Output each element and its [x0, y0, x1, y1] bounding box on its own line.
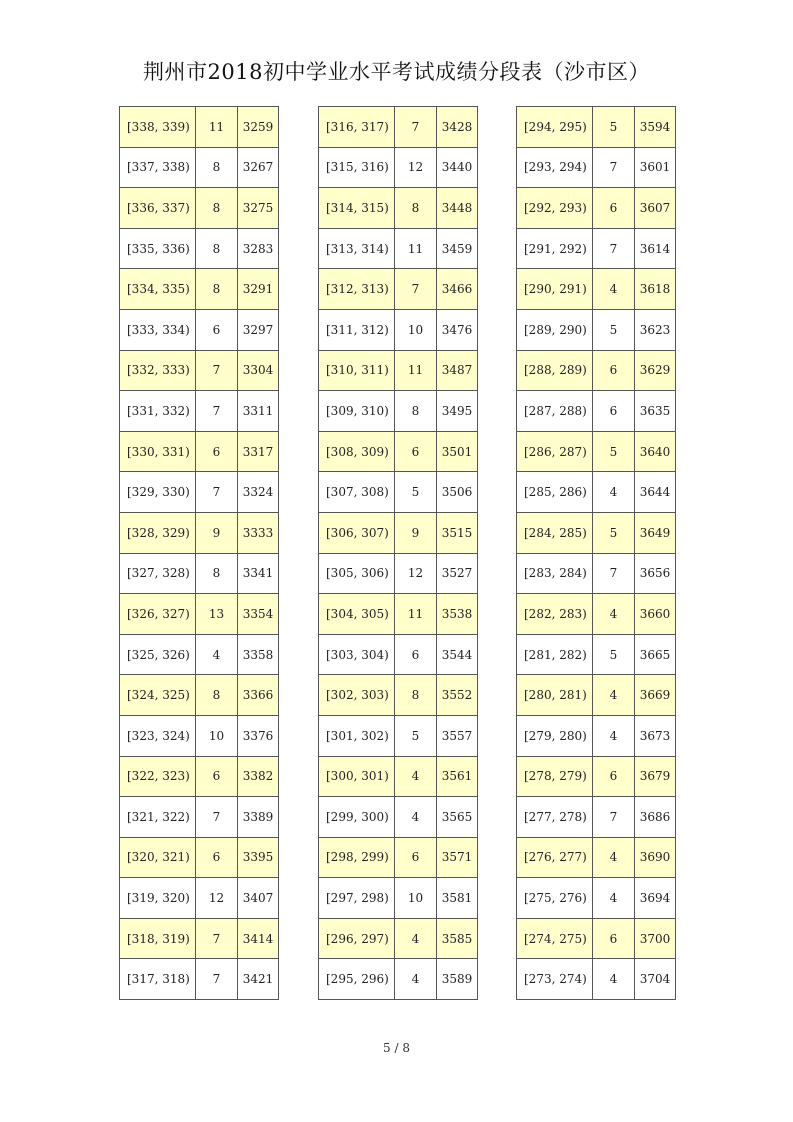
score-range-cell: [323, 324)	[120, 715, 196, 756]
count-cell: 5	[593, 512, 635, 553]
score-range-cell: [325, 326)	[120, 634, 196, 675]
cumulative-cell: 3440	[437, 147, 478, 188]
count-cell: 5	[593, 107, 635, 148]
score-range-cell: [279, 280)	[517, 715, 593, 756]
table-row	[120, 188, 279, 229]
count-cell: 10	[196, 715, 238, 756]
count-cell: 11	[196, 107, 238, 148]
table-row	[120, 472, 279, 513]
cumulative-cell: 3341	[238, 553, 279, 594]
table-row	[517, 309, 676, 350]
table-row	[517, 431, 676, 472]
score-range-cell: [324, 325)	[120, 675, 196, 716]
table-row	[319, 918, 478, 959]
cumulative-cell: 3389	[238, 797, 279, 838]
score-range-cell: [320, 321)	[120, 837, 196, 878]
table-row	[319, 147, 478, 188]
count-cell: 9	[196, 512, 238, 553]
cumulative-cell: 3354	[238, 594, 279, 635]
score-range-cell: [317, 318)	[120, 959, 196, 1000]
score-range-cell: [334, 335)	[120, 269, 196, 310]
score-range-cell: [314, 315)	[319, 188, 395, 229]
count-cell: 4	[593, 837, 635, 878]
cumulative-cell: 3614	[635, 228, 676, 269]
cumulative-cell: 3358	[238, 634, 279, 675]
table-row	[319, 959, 478, 1000]
count-cell: 4	[593, 715, 635, 756]
cumulative-cell: 3538	[437, 594, 478, 635]
cumulative-cell: 3669	[635, 675, 676, 716]
cumulative-cell: 3259	[238, 107, 279, 148]
cumulative-cell: 3660	[635, 594, 676, 635]
cumulative-cell: 3690	[635, 837, 676, 878]
count-cell: 6	[196, 756, 238, 797]
score-range-cell: [284, 285)	[517, 512, 593, 553]
table-row	[120, 512, 279, 553]
score-range-cell: [280, 281)	[517, 675, 593, 716]
table-row	[319, 472, 478, 513]
table-row	[319, 675, 478, 716]
cumulative-cell: 3679	[635, 756, 676, 797]
score-range-cell: [311, 312)	[319, 309, 395, 350]
table-row	[120, 269, 279, 310]
count-cell: 11	[395, 350, 437, 391]
score-range-cell: [293, 294)	[517, 147, 593, 188]
cumulative-cell: 3382	[238, 756, 279, 797]
score-range-cell: [295, 296)	[319, 959, 395, 1000]
table-row	[319, 269, 478, 310]
cumulative-cell: 3665	[635, 634, 676, 675]
cumulative-cell: 3291	[238, 269, 279, 310]
cumulative-cell: 3506	[437, 472, 478, 513]
count-cell: 7	[593, 553, 635, 594]
count-cell: 4	[593, 675, 635, 716]
table-row	[319, 107, 478, 148]
cumulative-cell: 3459	[437, 228, 478, 269]
count-cell: 12	[196, 878, 238, 919]
table-row	[517, 472, 676, 513]
cumulative-cell: 3618	[635, 269, 676, 310]
cumulative-cell: 3607	[635, 188, 676, 229]
cumulative-cell: 3515	[437, 512, 478, 553]
table-row	[517, 918, 676, 959]
cumulative-cell: 3421	[238, 959, 279, 1000]
table-row	[120, 959, 279, 1000]
cumulative-cell: 3673	[635, 715, 676, 756]
cumulative-cell: 3694	[635, 878, 676, 919]
count-cell: 11	[395, 594, 437, 635]
cumulative-cell: 3466	[437, 269, 478, 310]
score-range-cell: [335, 336)	[120, 228, 196, 269]
score-range-cell: [301, 302)	[319, 715, 395, 756]
score-range-cell: [286, 287)	[517, 431, 593, 472]
table-row	[319, 756, 478, 797]
table-row	[319, 512, 478, 553]
table-row	[319, 837, 478, 878]
cumulative-cell: 3656	[635, 553, 676, 594]
score-range-cell: [321, 322)	[120, 797, 196, 838]
score-range-cell: [318, 319)	[120, 918, 196, 959]
score-range-cell: [316, 317)	[319, 107, 395, 148]
cumulative-cell: 3527	[437, 553, 478, 594]
score-range-cell: [330, 331)	[120, 431, 196, 472]
table-row	[120, 797, 279, 838]
score-range-cell: [333, 334)	[120, 309, 196, 350]
score-range-cell: [292, 293)	[517, 188, 593, 229]
score-range-cell: [274, 275)	[517, 918, 593, 959]
cumulative-cell: 3581	[437, 878, 478, 919]
table-row	[319, 309, 478, 350]
count-cell: 6	[593, 391, 635, 432]
score-table-2	[318, 106, 478, 1000]
cumulative-cell: 3557	[437, 715, 478, 756]
cumulative-cell: 3366	[238, 675, 279, 716]
score-range-cell: [285, 286)	[517, 472, 593, 513]
cumulative-cell: 3414	[238, 918, 279, 959]
table-row	[517, 512, 676, 553]
score-range-cell: [310, 311)	[319, 350, 395, 391]
table-row	[120, 594, 279, 635]
cumulative-cell: 3428	[437, 107, 478, 148]
score-range-cell: [338, 339)	[120, 107, 196, 148]
cumulative-cell: 3297	[238, 309, 279, 350]
table-row	[517, 107, 676, 148]
table-row	[120, 634, 279, 675]
table-row	[517, 837, 676, 878]
cumulative-cell: 3324	[238, 472, 279, 513]
count-cell: 4	[395, 797, 437, 838]
table-row	[319, 350, 478, 391]
cumulative-cell: 3565	[437, 797, 478, 838]
score-table-3	[516, 106, 676, 1000]
count-cell: 6	[593, 756, 635, 797]
count-cell: 5	[395, 472, 437, 513]
cumulative-cell: 3476	[437, 309, 478, 350]
score-range-cell: [312, 313)	[319, 269, 395, 310]
count-cell: 13	[196, 594, 238, 635]
count-cell: 7	[593, 228, 635, 269]
count-cell: 5	[593, 431, 635, 472]
page-number: 5 / 8	[383, 1041, 410, 1055]
table-row	[517, 715, 676, 756]
count-cell: 8	[196, 675, 238, 716]
score-range-cell: [337, 338)	[120, 147, 196, 188]
count-cell: 7	[593, 797, 635, 838]
count-cell: 4	[593, 959, 635, 1000]
cumulative-cell: 3501	[437, 431, 478, 472]
count-cell: 8	[196, 269, 238, 310]
count-cell: 10	[395, 309, 437, 350]
cumulative-cell: 3644	[635, 472, 676, 513]
cumulative-cell: 3495	[437, 391, 478, 432]
count-cell: 6	[196, 431, 238, 472]
score-range-cell: [300, 301)	[319, 756, 395, 797]
count-cell: 8	[196, 228, 238, 269]
count-cell: 4	[395, 959, 437, 1000]
cumulative-cell: 3686	[635, 797, 676, 838]
score-range-cell: [327, 328)	[120, 553, 196, 594]
count-cell: 7	[593, 147, 635, 188]
cumulative-cell: 3552	[437, 675, 478, 716]
cumulative-cell: 3304	[238, 350, 279, 391]
table-row	[120, 553, 279, 594]
count-cell: 5	[395, 715, 437, 756]
count-cell: 10	[395, 878, 437, 919]
count-cell: 6	[395, 837, 437, 878]
count-cell: 6	[395, 431, 437, 472]
table-row	[517, 675, 676, 716]
count-cell: 7	[196, 918, 238, 959]
count-cell: 6	[196, 309, 238, 350]
table-row	[120, 431, 279, 472]
score-range-cell: [307, 308)	[319, 472, 395, 513]
score-range-cell: [290, 291)	[517, 269, 593, 310]
score-range-cell: [322, 323)	[120, 756, 196, 797]
cumulative-cell: 3487	[437, 350, 478, 391]
count-cell: 5	[593, 634, 635, 675]
table-row	[120, 309, 279, 350]
score-range-cell: [287, 288)	[517, 391, 593, 432]
table-row	[319, 228, 478, 269]
score-range-cell: [288, 289)	[517, 350, 593, 391]
cumulative-cell: 3561	[437, 756, 478, 797]
count-cell: 4	[593, 878, 635, 919]
table-row	[120, 878, 279, 919]
count-cell: 12	[395, 553, 437, 594]
count-cell: 8	[395, 188, 437, 229]
table-row	[517, 228, 676, 269]
count-cell: 12	[395, 147, 437, 188]
cumulative-cell: 3700	[635, 918, 676, 959]
table-row	[120, 756, 279, 797]
count-cell: 7	[196, 391, 238, 432]
table-row	[517, 797, 676, 838]
count-cell: 6	[593, 350, 635, 391]
count-cell: 5	[593, 309, 635, 350]
table-row	[517, 147, 676, 188]
count-cell: 4	[395, 918, 437, 959]
count-cell: 7	[196, 472, 238, 513]
count-cell: 6	[395, 634, 437, 675]
table-row	[120, 147, 279, 188]
cumulative-cell: 3635	[635, 391, 676, 432]
count-cell: 6	[593, 918, 635, 959]
score-range-cell: [336, 337)	[120, 188, 196, 229]
cumulative-cell: 3544	[437, 634, 478, 675]
table-row	[120, 918, 279, 959]
score-range-cell: [273, 274)	[517, 959, 593, 1000]
table-row	[120, 391, 279, 432]
cumulative-cell: 3317	[238, 431, 279, 472]
table-row	[517, 391, 676, 432]
page-title: 荆州市2018初中学业水平考试成绩分段表（沙市区）	[143, 60, 650, 84]
cumulative-cell: 3311	[238, 391, 279, 432]
cumulative-cell: 3640	[635, 431, 676, 472]
table-row	[319, 878, 478, 919]
score-range-cell: [291, 292)	[517, 228, 593, 269]
count-cell: 6	[593, 188, 635, 229]
table-row	[120, 675, 279, 716]
table-row	[319, 391, 478, 432]
score-range-cell: [276, 277)	[517, 837, 593, 878]
cumulative-cell: 3623	[635, 309, 676, 350]
table-row	[120, 837, 279, 878]
score-range-cell: [298, 299)	[319, 837, 395, 878]
count-cell: 4	[196, 634, 238, 675]
cumulative-cell: 3407	[238, 878, 279, 919]
score-range-cell: [297, 298)	[319, 878, 395, 919]
score-range-cell: [299, 300)	[319, 797, 395, 838]
score-range-cell: [283, 284)	[517, 553, 593, 594]
score-range-cell: [281, 282)	[517, 634, 593, 675]
cumulative-cell: 3376	[238, 715, 279, 756]
score-range-cell: [328, 329)	[120, 512, 196, 553]
table-row	[319, 594, 478, 635]
score-range-cell: [305, 306)	[319, 553, 395, 594]
count-cell: 7	[196, 959, 238, 1000]
score-range-cell: [326, 327)	[120, 594, 196, 635]
score-range-cell: [319, 320)	[120, 878, 196, 919]
cumulative-cell: 3283	[238, 228, 279, 269]
count-cell: 8	[196, 188, 238, 229]
score-range-cell: [275, 276)	[517, 878, 593, 919]
count-cell: 7	[395, 269, 437, 310]
table-row	[319, 715, 478, 756]
score-range-cell: [302, 303)	[319, 675, 395, 716]
count-cell: 7	[196, 350, 238, 391]
count-cell: 8	[395, 391, 437, 432]
table-row	[517, 634, 676, 675]
table-row	[319, 634, 478, 675]
table-row	[517, 350, 676, 391]
cumulative-cell: 3629	[635, 350, 676, 391]
cumulative-cell: 3649	[635, 512, 676, 553]
table-row	[517, 269, 676, 310]
table-row	[517, 959, 676, 1000]
cumulative-cell: 3589	[437, 959, 478, 1000]
table-row	[517, 553, 676, 594]
count-cell: 8	[196, 553, 238, 594]
table-row	[120, 350, 279, 391]
score-range-cell: [313, 314)	[319, 228, 395, 269]
score-range-cell: [296, 297)	[319, 918, 395, 959]
score-range-cell: [304, 305)	[319, 594, 395, 635]
cumulative-cell: 3333	[238, 512, 279, 553]
cumulative-cell: 3395	[238, 837, 279, 878]
cumulative-cell: 3571	[437, 837, 478, 878]
count-cell: 8	[196, 147, 238, 188]
score-range-cell: [303, 304)	[319, 634, 395, 675]
count-cell: 8	[395, 675, 437, 716]
score-range-cell: [277, 278)	[517, 797, 593, 838]
score-range-cell: [332, 333)	[120, 350, 196, 391]
count-cell: 4	[395, 756, 437, 797]
cumulative-cell: 3601	[635, 147, 676, 188]
score-range-cell: [309, 310)	[319, 391, 395, 432]
count-cell: 7	[196, 797, 238, 838]
count-cell: 4	[593, 269, 635, 310]
cumulative-cell: 3448	[437, 188, 478, 229]
table-row	[120, 107, 279, 148]
score-range-cell: [331, 332)	[120, 391, 196, 432]
cumulative-cell: 3704	[635, 959, 676, 1000]
count-cell: 9	[395, 512, 437, 553]
score-table-1	[119, 106, 279, 1000]
cumulative-cell: 3594	[635, 107, 676, 148]
score-range-cell: [308, 309)	[319, 431, 395, 472]
table-row	[120, 715, 279, 756]
table-row	[517, 756, 676, 797]
table-row	[517, 594, 676, 635]
table-row	[517, 878, 676, 919]
table-row	[120, 228, 279, 269]
score-range-cell: [329, 330)	[120, 472, 196, 513]
cumulative-cell: 3275	[238, 188, 279, 229]
count-cell: 7	[395, 107, 437, 148]
count-cell: 6	[196, 837, 238, 878]
count-cell: 4	[593, 472, 635, 513]
cumulative-cell: 3585	[437, 918, 478, 959]
count-cell: 11	[395, 228, 437, 269]
score-range-cell: [282, 283)	[517, 594, 593, 635]
cumulative-cell: 3267	[238, 147, 279, 188]
score-range-cell: [289, 290)	[517, 309, 593, 350]
count-cell: 4	[593, 594, 635, 635]
table-row	[517, 188, 676, 229]
score-range-cell: [278, 279)	[517, 756, 593, 797]
score-range-cell: [294, 295)	[517, 107, 593, 148]
table-row	[319, 431, 478, 472]
table-row	[319, 553, 478, 594]
score-range-cell: [306, 307)	[319, 512, 395, 553]
table-row	[319, 188, 478, 229]
score-range-cell: [315, 316)	[319, 147, 395, 188]
table-row	[319, 797, 478, 838]
